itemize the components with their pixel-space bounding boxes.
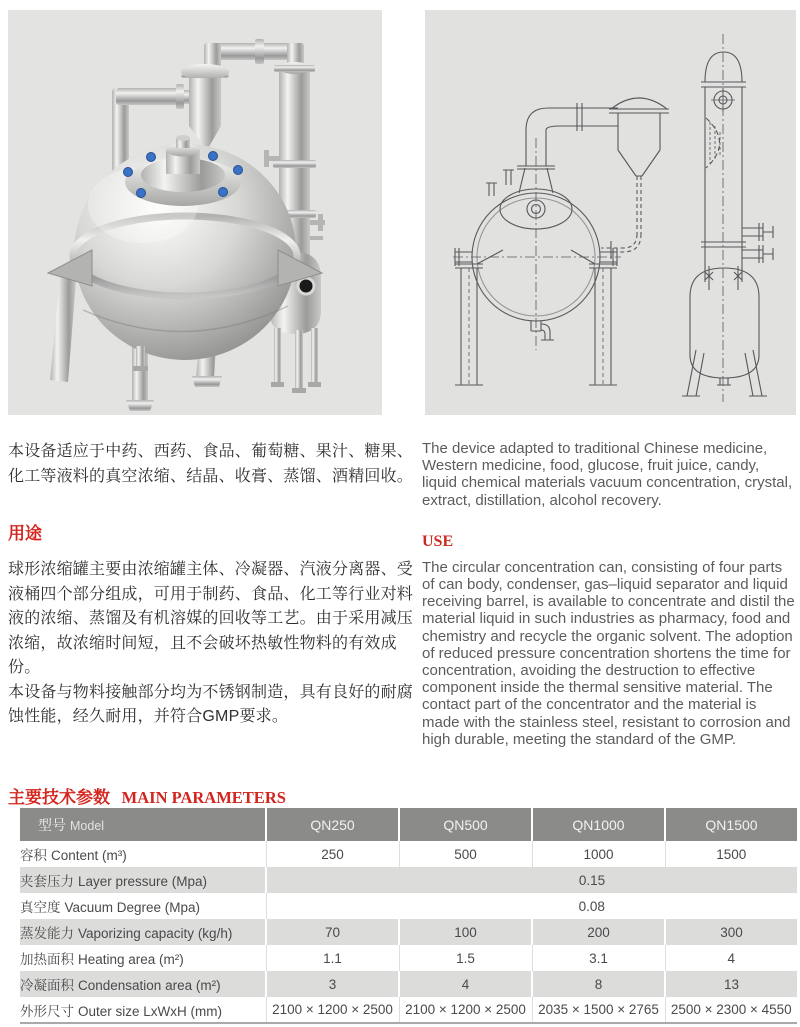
equipment-line-drawing [425,10,796,415]
intro-paragraph-zh: 本设备适应于中药、西药、食品、葡萄糖、果汁、糖果、化工等液料的真空浓缩、结晶、收膏、蒸馏、酒精回收。 [8,443,414,485]
use-heading-en: USE [422,532,454,550]
spherical-concentrator-photo [8,10,382,415]
header-model-qn1500: QN1500 [665,808,797,841]
header-model-qn500: QN500 [399,808,532,841]
header-model-qn1000: QN1000 [532,808,665,841]
parameters-title [8,782,286,810]
table-header-row [20,808,797,841]
use-paragraph-zh: 球形浓缩罐主要由浓缩罐主体、冷凝器、汽液分离器、受液桶四个部分组成，可用于制药、食品、化工等行业对料液的浓缩、蒸馏及有机溶媒的回收等工艺。由于采用减压浓缩，故浓缩时间短，且不会破坏热敏性物料的有效成份。 [8,561,414,676]
header-model-qn250: QN250 [266,808,399,841]
chinese-column [8,440,414,748]
parameters-title-zh: 主要技术参数 [8,788,110,807]
table-row-content: 容积 Content (m³) 250 500 1000 1500 [20,841,797,867]
english-column [422,440,796,748]
use-heading-zh: 用途 [8,524,42,543]
use-paragraph-en: The circular concentration can, consisting of four parts of can body, condenser, gas–liquid separator and liquid receiving barrel, is available to concentrate and distil the material liquid in such industries as pharmacy, food and chemistry and recycle the organic solvent. The adoption of reduced pressure concentration shortens the time for concentration, avoiding the destruction to effective component inside the thermal sensitive material. The contact part of the concentrator and the material is made with the stainless steel, resistant to corrosion and high durable, meeting the standard of the GMP. [422,558,795,748]
intro-paragraph-en: The device adapted to traditional Chinese medicine, Western medicine, food, glucose, fruit juice, candy, liquid chemical materials vacuum concentration, crystal, extract, distillation, alcohol recovery. [422,440,793,509]
parameters-title-en: MAIN PARAMETERS [121,788,286,807]
material-paragraph-zh: 本设备与物料接触部分均为不锈钢制造，具有良好的耐腐蚀性能，经久耐用，并符合GMP要求。 [8,683,414,725]
equipment-drawing-panel [425,10,796,415]
parameters-table [20,808,797,1024]
table-row-layer-pressure: 夹套压力 Layer pressure (Mpa) 0.15 [20,867,797,893]
header-model: 型号 Model [38,816,105,833]
table-row-vaporizing: 蒸发能力 Vaporizing capacity (kg/h) 70 100 200 300 [20,919,797,945]
table-row-vacuum-degree: 真空度 Vacuum Degree (Mpa) 0.08 [20,893,797,919]
table-row-heating-area: 加热面积 Heating area (m²) 1.1 1.5 3.1 4 [20,945,797,971]
table-row-condensation-area: 冷凝面积 Condensation area (m²) 3 4 8 13 [20,971,797,997]
table-row-outer-size: 外形尺寸 Outer size LxWxH (mm) 2100 × 1200 × 2500 2100 × 1200 × 2500 2035 × 1500 × 2765 2500 × 2300 × 4550 [20,997,797,1023]
equipment-photo-panel [8,10,382,415]
description-section [8,440,796,748]
